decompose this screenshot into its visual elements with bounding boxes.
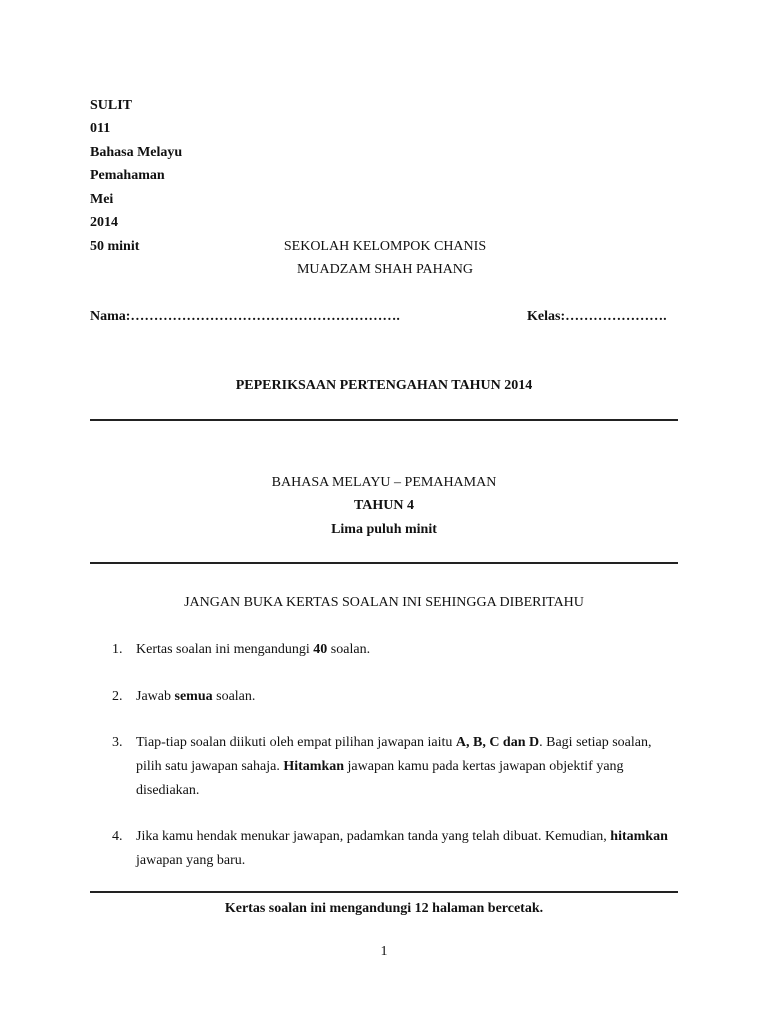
- warning-heading: JANGAN BUKA KERTAS SOALAN INI SEHINGGA DIBERITAHU: [184, 595, 584, 610]
- divider-1: [90, 419, 678, 421]
- sulit-label: SULIT: [90, 98, 133, 113]
- month-label: Mei: [90, 192, 114, 207]
- divider-3: [90, 891, 678, 893]
- paper-code: 011: [90, 121, 111, 136]
- school-name-line2: MUADZAM SHAH PAHANG: [296, 262, 474, 277]
- instruction-text: Tiap-tiap soalan diikuti oleh empat pilihan jawapan iaitu A, B, C dan D. Bagi setiap soalan, pilih satu jawapan sahaja. Hitamkan jawapan kamu pada kertas jawapan objektif yang disediakan.: [136, 735, 652, 798]
- instruction-number: 2.: [112, 689, 123, 704]
- school-name-line1: SEKOLAH KELOMPOK CHANIS: [283, 239, 487, 254]
- instruction-number: 1.: [112, 642, 123, 657]
- paper-title: BAHASA MELAYU – PEMAHAMAN: [271, 475, 497, 490]
- instruction-text: Jika kamu hendak menukar jawapan, padamkan tanda yang telah dibuat. Kemudian, hitamkan jawapan yang baru.: [136, 829, 668, 868]
- footer-note: Kertas soalan ini mengandungi 12 halaman bercetak.: [224, 901, 544, 916]
- instruction-number: 3.: [112, 735, 123, 750]
- exam-title: PEPERIKSAAN PERTENGAHAN TAHUN 2014: [235, 378, 533, 393]
- class-field: Kelas:………………….: [527, 309, 667, 324]
- paper-label: Pemahaman: [90, 168, 165, 183]
- name-field: Nama:………………………………………………….: [90, 309, 400, 324]
- duration-label: 50 minit: [90, 239, 140, 254]
- instruction-text: Kertas soalan ini mengandungi 40 soalan.: [136, 642, 371, 657]
- page-number: 1: [380, 944, 388, 959]
- year-label: 2014: [90, 215, 118, 230]
- duration-words: Lima puluh minit: [331, 522, 437, 537]
- instruction-text: Jawab semua soalan.: [136, 689, 256, 704]
- subject-label: Bahasa Melayu: [90, 145, 183, 160]
- instruction-number: 4.: [112, 829, 123, 844]
- divider-2: [90, 562, 678, 564]
- year-level: TAHUN 4: [353, 498, 415, 513]
